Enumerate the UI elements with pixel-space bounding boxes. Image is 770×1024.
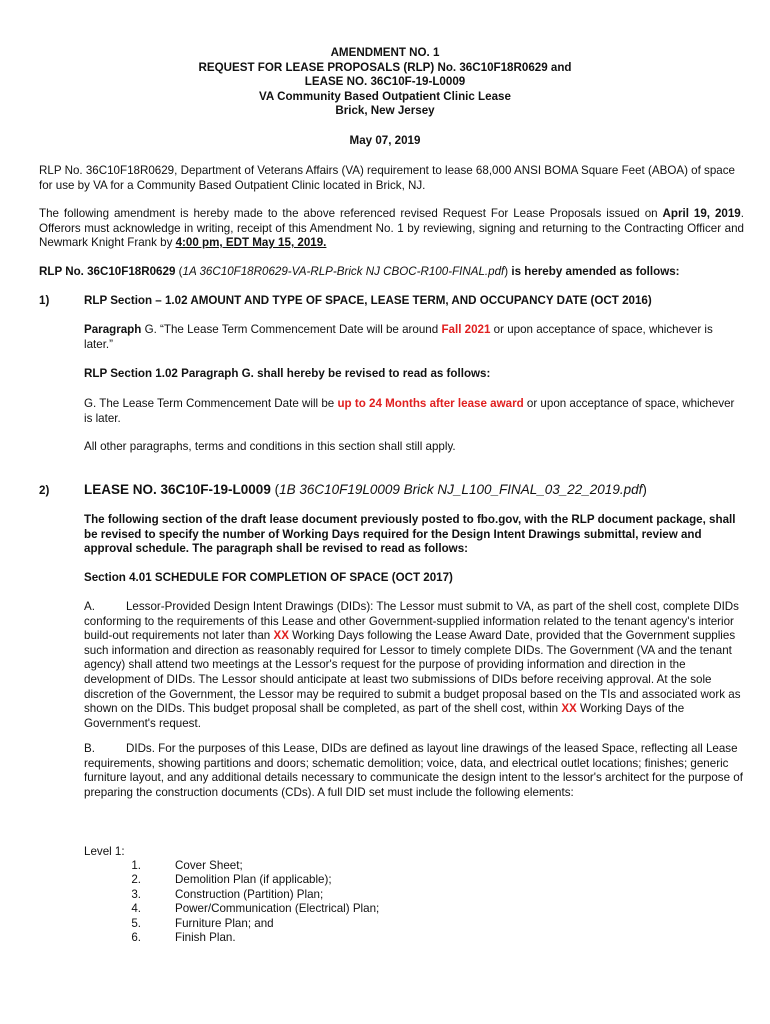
- deadline: 4:00 pm, EDT May 15, 2019.: [175, 236, 327, 250]
- paragraph-b-label: B.: [84, 742, 95, 755]
- section-1-number: 1): [39, 294, 50, 307]
- lease-description: VA Community Based Outpatient Clinic Lease: [259, 89, 511, 103]
- issue-date: April 19, 2019: [662, 207, 741, 220]
- amend-statement: RLP No. 36C10F18R0629 (1A 36C10F18R0629-VA-RLP-Brick NJ CBOC-R100-FINAL.pdf) is hereby amended as follows:: [39, 265, 680, 278]
- paragraph-b-text: DIDs. For the purposes of this Lease, DIDs are defined as layout line drawings of the leased Space, reflecting all Lease requirements, showing partitions and doors; schematic demolition; voice, data, and electrical outlet locations; finishes; generic furniture layout, and any additional details necessary to communicate the design intent to the lessor's architect for the purpose of preparing the construction documents (CDs). A full DID set must include the following elements:: [84, 742, 743, 799]
- list-item: 6. Finish Plan.: [131, 931, 236, 944]
- amendment-title: AMENDMENT NO. 1: [330, 46, 440, 59]
- paragraph-text-a: G. “The Lease Term Commencement Date will be around: [141, 323, 442, 336]
- list-item: 4. Power/Communication (Electrical) Plan;: [131, 902, 380, 915]
- amend-suffix: is hereby amended as follows:: [508, 265, 680, 278]
- paragraph-a-xx-1: XX: [273, 629, 289, 643]
- document-date: May 07, 2019: [349, 134, 421, 147]
- section-2-file: 1B 36C10F19L0009 Brick NJ_L100_FINAL_03_22_2019.pdf: [279, 482, 643, 497]
- rlp-title: REQUEST FOR LEASE PROPOSALS (RLP) No. 36C10F18R0629 and: [198, 60, 572, 74]
- paragraph-a-text-2: Working Days following the Lease Award Date, provided that the Government supplies such information and direction as reasonably required for Lessor to timely complete DIDs. The Government (VA and the tenant agency) shall attend two meetings at the Lessor's request for the purpose of providing information and direction in the development of DIDs. The Lessor should anticipate at least two submissions of DIDs before receiving approval. At the sole discretion of the Government, the Lessor may be required to submit a budget proposal based on the TIs and associated work as shown on the DIDs. This budget proposal shall be completed, as part of the shell cost, within: [84, 629, 741, 716]
- amendment-text-a: The following amendment is hereby made to the above referenced revised Request For Lease Proposals issued on: [39, 207, 663, 220]
- paragraph-a: [84, 600, 744, 731]
- rlp-number: RLP No. 36C10F18R0629: [39, 265, 176, 278]
- section-2-title-line: LEASE NO. 36C10F-19-L0009 (1B 36C10F19L0009 Brick NJ_L100_FINAL_03_22_2019.pdf): [84, 482, 647, 497]
- paragraph-b: [84, 742, 744, 800]
- section-1-paragraph: [84, 323, 744, 352]
- other-paragraphs: All other paragraphs, terms and conditions in this section shall still apply.: [84, 440, 456, 453]
- paragraph-a-label: A.: [84, 600, 95, 613]
- revised-heading: RLP Section 1.02 Paragraph G. shall hereby be revised to read as follows:: [84, 367, 491, 380]
- revised-text-a: G. The Lease Term Commencement Date will be: [84, 397, 338, 410]
- list-item: 2. Demolition Plan (if applicable);: [131, 873, 332, 886]
- rlp-file: 1A 36C10F18R0629-VA-RLP-Brick NJ CBOC-R100-FINAL.pdf: [182, 265, 505, 278]
- list-item: 5. Furniture Plan; and: [131, 917, 274, 930]
- section-2-number: 2): [39, 484, 50, 497]
- paragraph-a-xx-2: XX: [561, 702, 577, 716]
- amendment-paragraph: [39, 207, 744, 251]
- section-2-intro: The following section of the draft lease document previously posted to fbo.gov, with the RLP document package, shall be revised to specify the number of Working Days required for the Design Intent Drawings submittal, review and approval schedule. The paragraph shall be revised to read as follows:: [84, 513, 736, 556]
- revised-text-b: or upon acceptance of space, whichever is later.: [84, 397, 735, 425]
- list-item: 3. Construction (Partition) Plan;: [131, 888, 324, 901]
- location: Brick, New Jersey: [335, 104, 435, 118]
- subsection-title: Section 4.01 SCHEDULE FOR COMPLETION OF SPACE (OCT 2017): [84, 571, 453, 584]
- level-label: Level 1:: [84, 845, 125, 858]
- paragraph-a-text-3: Working Days of the Government's request.: [84, 702, 685, 730]
- revised-paragraph: [84, 397, 744, 426]
- paragraph-label: Paragraph: [84, 323, 142, 336]
- document-header: [0, 46, 770, 119]
- intro-paragraph: RLP No. 36C10F18R0629, Department of Veterans Affairs (VA) requirement to lease 68,000 ANSI BOMA Square Feet (ABOA) of space for use by VA for a Community Based Outpatient Clinic located in Brick, NJ.: [39, 164, 735, 192]
- section-2-title: LEASE NO. 36C10F-19-L0009: [84, 482, 271, 497]
- lease-title: LEASE NO. 36C10F-19-L0009: [304, 75, 466, 89]
- paragraph-text-b: or upon acceptance of space, whichever is later.”: [84, 323, 713, 351]
- section-1-title: RLP Section – 1.02 AMOUNT AND TYPE OF SPACE, LEASE TERM, AND OCCUPANCY DATE (OCT 2016): [84, 294, 652, 307]
- revised-red: up to 24 Months after lease award: [337, 397, 524, 410]
- list-item: 1. Cover Sheet;: [131, 859, 243, 872]
- paragraph-red: Fall 2021: [441, 323, 491, 336]
- paragraph-a-text-1: Lessor-Provided Design Intent Drawings (DIDs): The Lessor must submit to VA, as part of the shell cost, complete DIDs conforming to the requirements of this Lease and other Government-supplied information related to the tenant agency's interior build-out requirements not later than: [84, 600, 739, 643]
- amendment-text-b: . Offerors must acknowledge in writing, receipt of this Amendment No. 1 by reviewing, signing and returning to the Contracting Officer and Newmark Knight Frank by: [39, 207, 744, 250]
